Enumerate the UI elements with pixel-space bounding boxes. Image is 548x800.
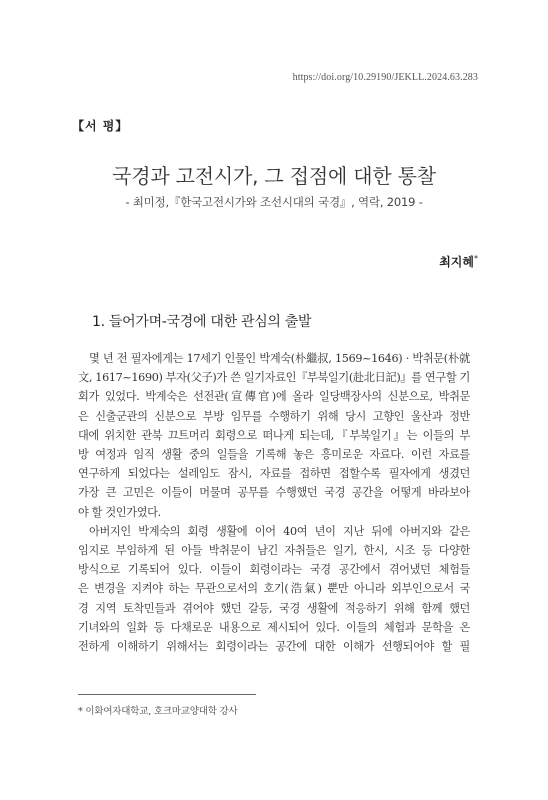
- body-text: [78, 349, 470, 656]
- section-label: 【서 평】: [72, 119, 129, 133]
- body-line: 가장 큰 고민은 이들이 머물며 공무를 수행했던 국경 공간을 어떻게 바라보아: [78, 486, 470, 500]
- body-line: 몇 년 전 필자에게는 17세기 인물인 박계숙(朴繼叔, 1569~1646) · 박취문(朴就: [89, 352, 470, 365]
- section-heading: 1. 들어가며-국경에 대한 관심의 출발: [92, 314, 312, 330]
- body-line: 은 신출군관의 신분으로 부방 임무를 수행하기 위해 당시 고향인 울산과 정반: [78, 409, 470, 423]
- footnote-divider: [78, 694, 256, 695]
- footnote: * 이화여자대학교, 호크마교양대학 강사: [78, 706, 238, 717]
- body-line: 연구하게 되었다는 설레임도 잠시, 자료를 접하면 접할수록 필자에게 생겼던: [78, 467, 470, 481]
- doi-link[interactable]: https://doi.org/10.29190/JEKLL.2024.63.283: [292, 72, 478, 83]
- author-footnote-mark: *: [474, 254, 478, 263]
- body-line: 방식으로 기록되어 있다. 이들이 회령이라는 국경 공간에서 겪어냈던 체험들: [78, 563, 470, 577]
- body-line: 은 변경을 지켜야 하는 무관으로서의 호기(浩氣) 뿐만 아니라 외부인으로서 국: [78, 582, 470, 596]
- body-line: 회가 있었다. 박계숙은 선전관(宣傳官)에 올라 일당백장사의 신분으로, 박취문: [78, 390, 470, 404]
- article-subtitle: - 최미정,『한국고전시가와 조선시대의 국경』, 역락, 2019 -: [125, 195, 423, 209]
- body-line: 방 여정과 임직 생활 중의 일들을 기록해 놓은 흥미로운 자료다. 이런 자료를: [78, 448, 470, 462]
- body-line: 전하게 이해하기 위해서는 회령이라는 공간에 대한 이해가 선행되어야 할 필: [78, 640, 470, 654]
- body-line: 임지로 부임하게 된 아들 박취문이 남긴 자취들은 일기, 한시, 시조 등 다양한: [78, 544, 470, 558]
- body-line: 대에 위치한 관북 끄트머리 회령으로 떠나게 되는데,『부북일기』는 이들의 부: [78, 428, 470, 442]
- body-line: 기녀와의 일화 등 다채로운 내용으로 제시되어 있다. 이들의 체험과 문학을 온: [78, 620, 470, 634]
- body-line: 경 지역 토착민들과 겪어야 했던 갈등, 국경 생활에 적응하기 위해 함께 했던: [78, 601, 470, 615]
- body-line: 아버지인 박계숙의 회령 생활에 이어 40여 년이 지난 뒤에 아버지와 같은: [89, 524, 470, 538]
- author-name: [439, 253, 478, 270]
- body-line: 文, 1617~1690) 부자(父子)가 쓴 일기자료인『부북일기(赴北日記)』를 연구할 기: [78, 371, 470, 385]
- author-name-text: 최지혜: [439, 255, 474, 269]
- article-title: 국경과 고전시가, 그 접점에 대한 통찰: [112, 164, 436, 188]
- body-line: 야 할 것인가였다.: [78, 505, 161, 519]
